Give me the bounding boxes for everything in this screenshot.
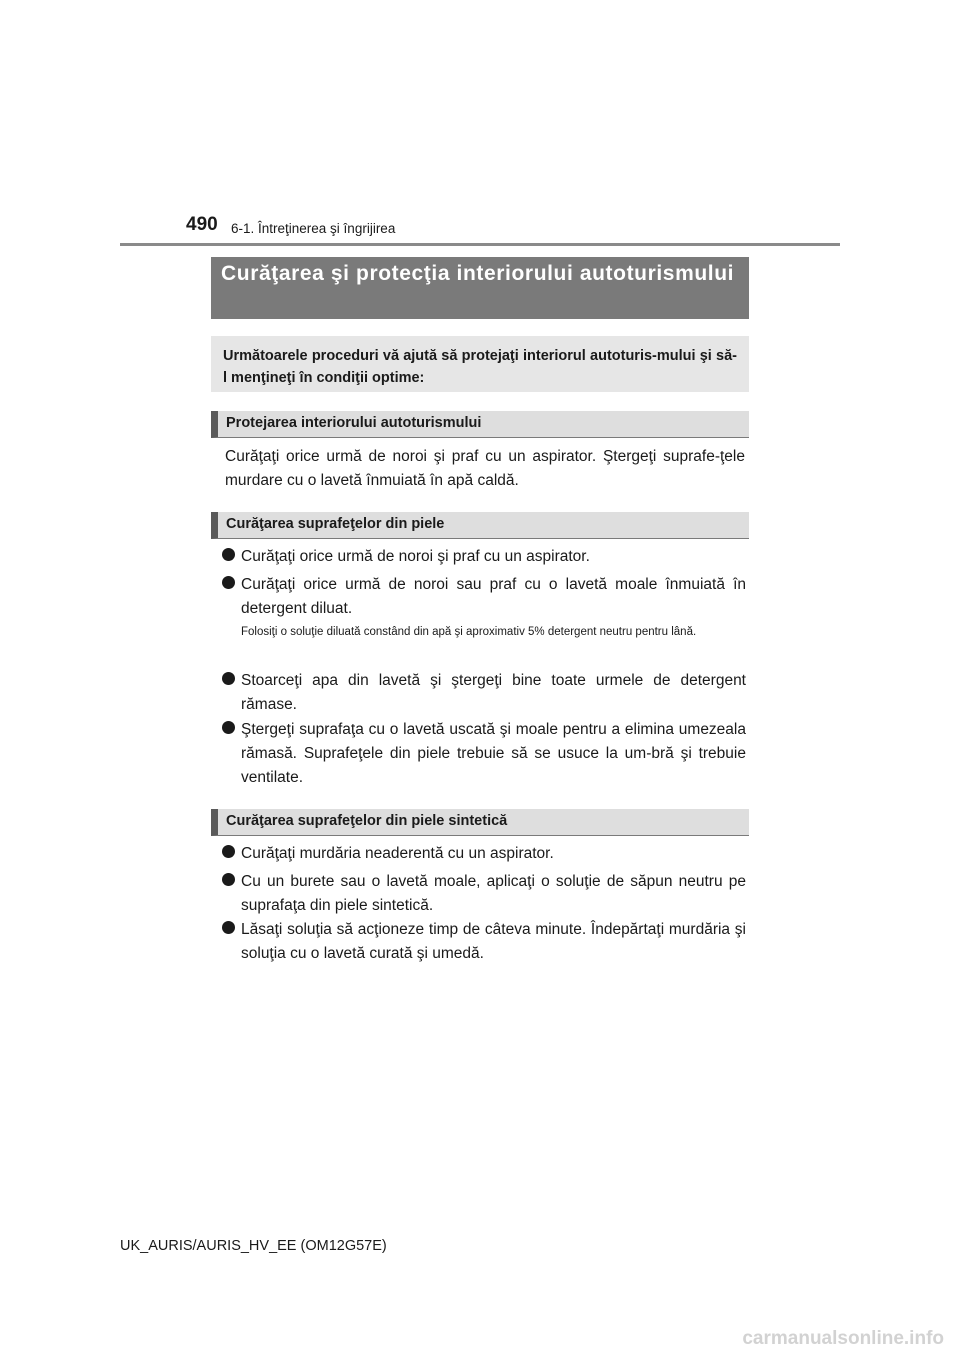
- list-item-text: Stoarceţi apa din lavetă şi ştergeţi bine toate urmele de detergent rămase.: [241, 672, 746, 713]
- list-item: [222, 669, 746, 717]
- bullet-icon: [222, 845, 235, 858]
- bullet-icon: [222, 921, 235, 934]
- subheading-leather: [211, 512, 749, 539]
- title-banner: [211, 257, 749, 319]
- header-divider: [120, 243, 840, 246]
- page-title: Curăţarea şi protecţia interiorului autoturismului: [221, 262, 735, 285]
- protect-paragraph: Curăţaţi orice urmă de noroi şi praf cu un aspirator. Ştergeţi suprafe-ţele murdare cu o lavetă înmuiată în apă caldă.: [225, 448, 745, 489]
- list-item-text: Lăsaţi soluţia să acţioneze timp de câteva minute. Îndepărtaţi murdăria şi soluţia cu o lavetă curată şi umedă.: [241, 921, 746, 962]
- list-item-text: Curăţaţi orice urmă de noroi sau praf cu o lavetă moale înmuiată în detergent diluat.: [241, 576, 746, 617]
- list-item-text: Curăţaţi murdăria neaderentă cu un aspirator.: [241, 845, 554, 862]
- subheading-protect-interior: [211, 411, 749, 438]
- bullet-icon: [222, 576, 235, 589]
- subheading-text: Curăţarea suprafeţelor din piele sintetică: [226, 813, 508, 829]
- list-item-text: Ştergeţi suprafaţa cu o lavetă uscată şi moale pentru a elimina umezeala rămasă. Suprafeţele din piele trebuie să se usuce la um-bră şi trebuie ventilate.: [241, 721, 746, 786]
- bullet-icon: [222, 721, 235, 734]
- list-item: [222, 842, 746, 866]
- list-item: [222, 870, 746, 918]
- bullet-icon: [222, 873, 235, 886]
- subheading-synthetic-leather: [211, 809, 749, 836]
- note-text: Folosiţi o soluţie diluată constând din apă şi aproximativ 5% detergent neutru pentru lână.: [241, 626, 697, 638]
- watermark: carmanualsonline.info: [742, 1328, 944, 1349]
- bullet-icon: [222, 672, 235, 685]
- page-number: 490: [186, 214, 218, 235]
- section-reference: 6-1. Întreţinerea şi îngrijirea: [231, 221, 396, 236]
- footer-model-code: UK_AURIS/AURIS_HV_EE (OM12G57E): [120, 1238, 387, 1254]
- subheading-text: Protejarea interiorului autoturismului: [226, 415, 482, 431]
- list-item-text: Curăţaţi orice urmă de noroi şi praf cu un aspirator.: [241, 548, 590, 565]
- intro-text: Următoarele proceduri vă ajută să protejaţi interiorul autoturis-mului şi să-l menţineţi în condiţii optime:: [223, 348, 737, 386]
- list-item: [222, 573, 746, 621]
- list-item: [222, 718, 746, 790]
- bullet-icon: [222, 548, 235, 561]
- list-item: [222, 545, 746, 569]
- intro-box: [211, 336, 749, 392]
- list-item-text: Cu un burete sau o lavetă moale, aplicaţi o soluţie de săpun neutru pe suprafaţa din piele sintetică.: [241, 873, 746, 914]
- subheading-text: Curăţarea suprafeţelor din piele: [226, 516, 445, 532]
- list-item: [222, 918, 746, 966]
